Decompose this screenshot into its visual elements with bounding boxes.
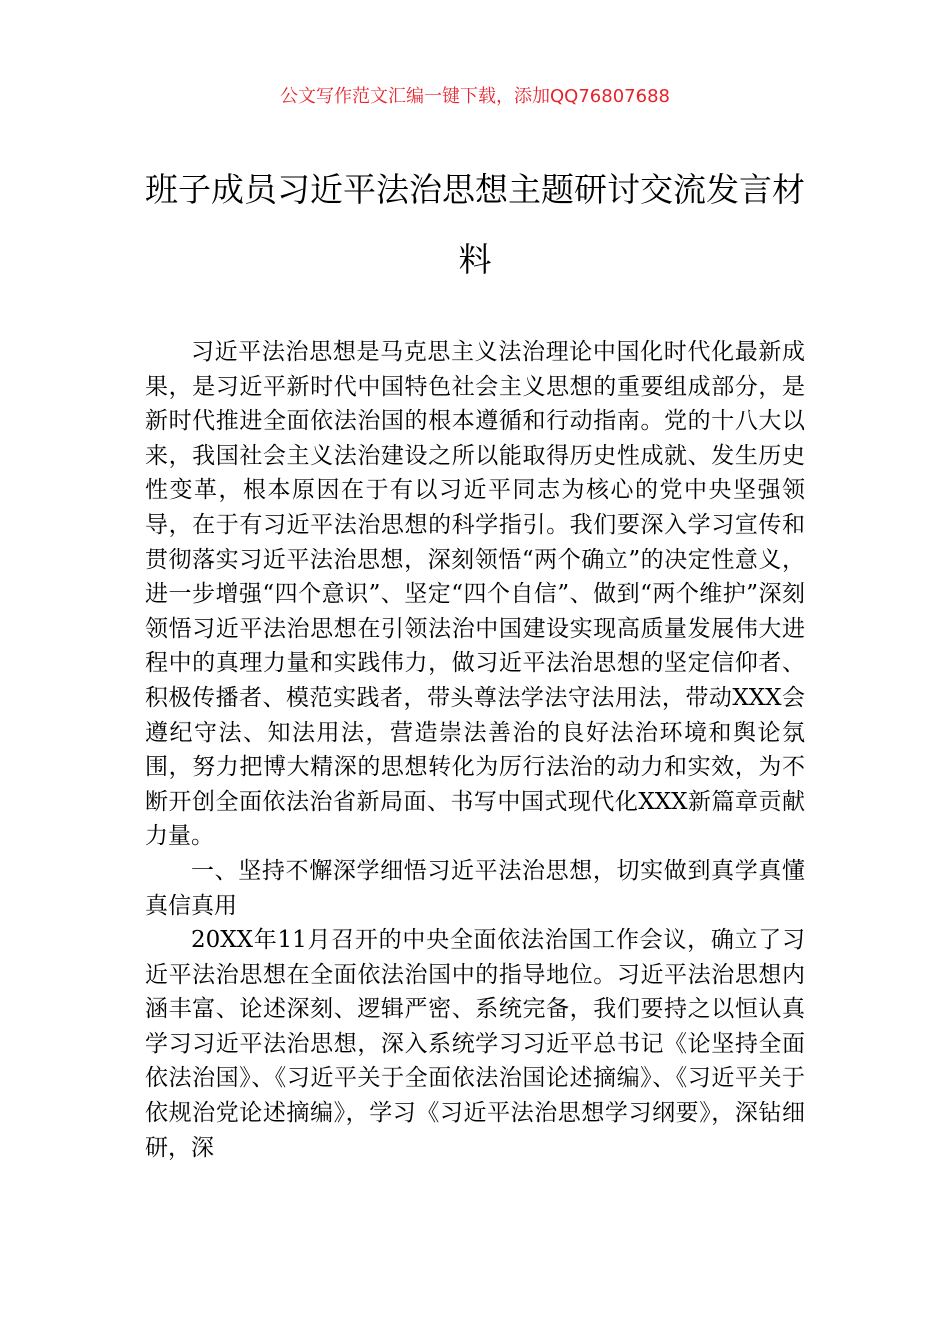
body-paragraph: 20XX年11月召开的中央全面依法治国工作会议，确立了习近平法治思想在全面依法治国中的指导地位。习近平法治思想内涵丰富、论述深刻、逻辑严密、系统完备，我们要持之以恒认真学习习近平法治思想，深入系统学习习近平总书记《论坚持全面依法治国》、《习近平关于全面依法治国论述摘编》、《习近平关于依规治党论述摘编》，学习《习近平法治思想学习纲要》，深钻细研，深 xyxy=(145,927,805,1161)
section-heading: 一、坚持不懈深学细悟习近平法治思想，切实做到真学真懂真信真用 xyxy=(145,857,805,919)
document-body xyxy=(145,335,805,1165)
body-paragraph: 习近平法治思想是马克思主义法治理论中国化时代化最新成果，是习近平新时代中国特色社会主义思想的重要组成部分，是新时代推进全面依法治国的根本遵循和行动指南。党的十八大以来，我国社会主义法治建设之所以能取得历史性成就、发生历史性变革，根本原因在于有以习近平同志为核心的党中央坚强领导，在于有习近平法治思想的科学指引。我们要深入学习宣传和贯彻落实习近平法治思想，深刻领悟“两个确立”的决定性意义，进一步增强“四个意识”、坚定“四个自信”、做到“两个维护”深刻领悟习近平法治思想在引领法治中国建设实现高质量发展伟大进程中的真理力量和实践伟力，做习近平法治思想的坚定信仰者、积极传播者、模范实践者，带头尊法学法守法用法，带动XXX会遵纪守法、知法用法，营造崇法善治的良好法治环境和舆论氛围，努力把博大精深的思想转化为厉行法治的动力和实效，为不断开创全面依法治省新局面、书写中国式现代化XXX新篇章贡献力量。 xyxy=(145,339,805,850)
document-title: 班子成员习近平法治思想主题研讨交流发言材料 xyxy=(145,170,805,279)
header-note: 公文写作范文汇编一键下载，添加QQ76807688 xyxy=(280,86,670,107)
